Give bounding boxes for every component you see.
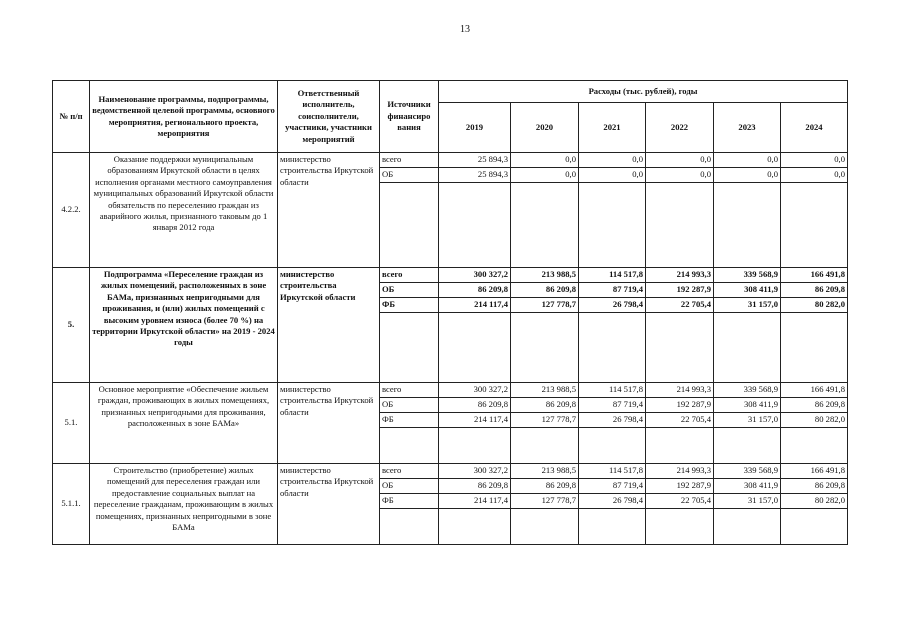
value-cell: 0,0 [511,168,579,183]
empty-cell [380,313,439,383]
value-cell: 214 117,4 [439,298,511,313]
empty-cell [781,509,848,545]
value-cell: 86 209,8 [781,479,848,494]
empty-cell [511,428,579,464]
value-cell: 114 517,8 [579,268,646,283]
value-cell: 80 282,0 [781,298,848,313]
value-cell: 86 209,8 [511,283,579,298]
row-code: 5.1.1. [53,464,90,545]
value-cell: 214 117,4 [439,494,511,509]
source-cell: ОБ [380,283,439,298]
value-cell: 127 778,7 [511,494,579,509]
source-cell: ФБ [380,413,439,428]
value-cell: 166 491,8 [781,464,848,479]
value-cell: 0,0 [579,153,646,168]
value-cell: 214 117,4 [439,413,511,428]
source-cell: ОБ [380,398,439,413]
row-code: 5.1. [53,383,90,464]
empty-cell [646,313,714,383]
empty-cell [714,183,781,268]
empty-cell [714,509,781,545]
value-cell: 31 157,0 [714,413,781,428]
value-cell: 127 778,7 [511,413,579,428]
value-cell: 0,0 [714,153,781,168]
header-sources: Источники финансиро вания [380,81,439,153]
table-row [53,383,848,398]
value-cell: 87 719,4 [579,398,646,413]
value-cell: 0,0 [646,168,714,183]
header-responsible: Ответственный исполнитель, соисполнители, участники, участники мероприятий [278,81,380,153]
source-cell: всего [380,268,439,283]
empty-cell [781,183,848,268]
value-cell: 0,0 [511,153,579,168]
empty-cell [579,183,646,268]
value-cell: 86 209,8 [511,479,579,494]
row-name: Строительство (приобретение) жилых помещений для переселения граждан или предоставление социальных выплат на переселение гражданам, проживающим в жилых помещениях, признанных непригодными в зоне БАМа [90,464,278,545]
empty-cell [579,313,646,383]
value-cell: 22 705,4 [646,298,714,313]
header-year: 2023 [714,103,781,153]
empty-cell [439,428,511,464]
empty-cell [380,183,439,268]
value-cell: 31 157,0 [714,298,781,313]
value-cell: 339 568,9 [714,383,781,398]
value-cell: 308 411,9 [714,479,781,494]
row-code: 5. [53,268,90,383]
value-cell: 22 705,4 [646,494,714,509]
table-body [53,153,848,545]
header-num: № п/п [53,81,90,153]
row-responsible: министерство строительства Иркутской области [278,153,380,268]
value-cell: 214 993,3 [646,464,714,479]
header-year: 2022 [646,103,714,153]
header-year: 2020 [511,103,579,153]
row-name: Подпрограмма «Переселение граждан из жилых помещений, расположенных в зоне БАМа, признанных непригодными для проживания, и (или) жилых помещений с высоким уровнем износа (более 70 %) на территории Иркутской области» на 2019 - 2024 годы [90,268,278,383]
row-code: 4.2.2. [53,153,90,268]
row-name: Оказание поддержки муниципальным образованиям Иркутской области в целях исполнения органами местного самоуправления муниципальных образований Иркутской области обязательств по переселению граждан из аварийного жилья, признанного таковым до 1 января 2012 года [90,153,278,268]
empty-cell [646,509,714,545]
value-cell: 80 282,0 [781,494,848,509]
empty-cell [380,428,439,464]
source-cell: ФБ [380,298,439,313]
value-cell: 25 894,3 [439,168,511,183]
value-cell: 213 988,5 [511,383,579,398]
value-cell: 308 411,9 [714,283,781,298]
value-cell: 166 491,8 [781,268,848,283]
empty-cell [439,183,511,268]
source-cell: ФБ [380,494,439,509]
empty-cell [579,509,646,545]
value-cell: 0,0 [579,168,646,183]
source-cell: всего [380,464,439,479]
table-row [53,268,848,283]
source-cell: всего [380,153,439,168]
value-cell: 22 705,4 [646,413,714,428]
value-cell: 114 517,8 [579,464,646,479]
value-cell: 192 287,9 [646,398,714,413]
value-cell: 127 778,7 [511,298,579,313]
empty-cell [380,509,439,545]
value-cell: 0,0 [646,153,714,168]
value-cell: 26 798,4 [579,413,646,428]
value-cell: 86 209,8 [439,283,511,298]
header-year: 2024 [781,103,848,153]
source-cell: ОБ [380,479,439,494]
empty-cell [714,428,781,464]
source-cell: всего [380,383,439,398]
empty-cell [714,313,781,383]
value-cell: 166 491,8 [781,383,848,398]
empty-cell [439,313,511,383]
value-cell: 192 287,9 [646,479,714,494]
value-cell: 339 568,9 [714,464,781,479]
header-year: 2019 [439,103,511,153]
header-name: Наименование программы, подпрограммы, ведомственной целевой программы, основного мероприятия, регионального проекта, мероприятия [90,81,278,153]
value-cell: 86 209,8 [439,479,511,494]
empty-cell [579,428,646,464]
value-cell: 308 411,9 [714,398,781,413]
table-row [53,153,848,168]
empty-cell [511,509,579,545]
value-cell: 300 327,2 [439,383,511,398]
empty-cell [781,313,848,383]
value-cell: 80 282,0 [781,413,848,428]
value-cell: 25 894,3 [439,153,511,168]
value-cell: 26 798,4 [579,298,646,313]
value-cell: 87 719,4 [579,283,646,298]
value-cell: 300 327,2 [439,464,511,479]
value-cell: 86 209,8 [781,283,848,298]
empty-cell [781,428,848,464]
header-expenses: Расходы (тыс. рублей), годы [439,81,848,103]
value-cell: 213 988,5 [511,464,579,479]
empty-cell [646,183,714,268]
header-year: 2021 [579,103,646,153]
value-cell: 31 157,0 [714,494,781,509]
value-cell: 0,0 [781,153,848,168]
budget-table [52,80,848,545]
value-cell: 192 287,9 [646,283,714,298]
empty-cell [511,313,579,383]
value-cell: 339 568,9 [714,268,781,283]
page-number: 13 [460,24,470,35]
empty-cell [511,183,579,268]
value-cell: 300 327,2 [439,268,511,283]
value-cell: 214 993,3 [646,268,714,283]
empty-cell [439,509,511,545]
row-responsible: министерство строительства Иркутской области [278,464,380,545]
value-cell: 26 798,4 [579,494,646,509]
value-cell: 86 209,8 [439,398,511,413]
value-cell: 86 209,8 [781,398,848,413]
source-cell: ОБ [380,168,439,183]
row-responsible: министерство строительства Иркутской области [278,268,380,383]
value-cell: 87 719,4 [579,479,646,494]
table-row [53,464,848,479]
value-cell: 114 517,8 [579,383,646,398]
value-cell: 0,0 [781,168,848,183]
value-cell: 214 993,3 [646,383,714,398]
row-responsible: министерство строительства Иркутской области [278,383,380,464]
empty-cell [646,428,714,464]
value-cell: 86 209,8 [511,398,579,413]
value-cell: 0,0 [714,168,781,183]
value-cell: 213 988,5 [511,268,579,283]
row-name: Основное мероприятие «Обеспечение жильем граждан, проживающих в жилых помещениях, признанных непригодными для проживания, расположенных в зоне БАМа» [90,383,278,464]
